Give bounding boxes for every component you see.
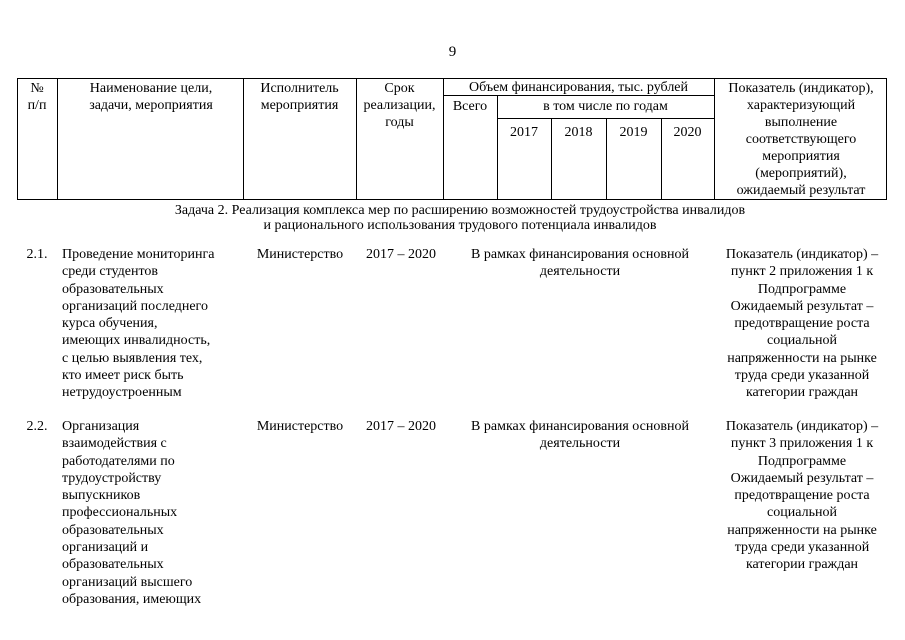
row-term: 2017 – 2020 [366, 419, 436, 434]
col-years-header: в том числе по годам [543, 99, 668, 114]
row-executor: Министерство [256, 247, 344, 262]
row-number: 2.2. [26, 419, 48, 434]
year-2020: 2020 [673, 125, 702, 140]
col-divider [443, 78, 444, 200]
row-funding: В рамках финансирования основной деятельности [471, 247, 689, 280]
row-term: 2017 – 2020 [366, 247, 436, 262]
row-name: Организация взаимодействия с работодателями по трудоустройству выпускников профессиональных образовательных организаций и образовательных организаций высшего образования, имеющих [62, 419, 202, 607]
task-title-line2: и рационального использования трудового потенциала инвалидов [263, 218, 657, 233]
row-indicator: Показатель (индикатор) – пункт 3 приложения 1 к Подпрограмме Ожидаемый результат – предотвращение роста социальной напряженности на рынке труда среди указанной категории граждан [725, 419, 879, 573]
row-funding: В рамках финансирования основной деятельности [471, 419, 689, 452]
col-num-header [17, 80, 57, 114]
task-title-line1: Задача 2. Реализация комплекса мер по расширению возможностей трудоустройства инвалидов [174, 203, 746, 218]
col-total-header: Всего [452, 99, 488, 114]
col-divider [356, 78, 357, 200]
row-executor: Министерство [256, 419, 344, 434]
task-title [60, 203, 860, 233]
col-name-header: Наименование цели, задачи, мероприятия [89, 81, 213, 113]
col-divider [243, 78, 244, 200]
col-indicator-header: Показатель (индикатор), характеризующий выполнение соответствующего мероприятия (мероприятий), ожидаемый результат [728, 81, 874, 198]
row-divider [497, 118, 714, 119]
col-divider [57, 78, 58, 200]
col-term-header: Срок реализации, годы [363, 81, 436, 130]
year-2018: 2018 [564, 125, 593, 140]
row-indicator: Показатель (индикатор) – пункт 2 приложения 1 к Подпрограмме Ожидаемый результат – предотвращение роста социальной напряженности на рынке труда среди указанной категории граждан [725, 247, 879, 401]
col-executor-header: Исполнитель мероприятия [260, 81, 339, 113]
page-number: 9 [448, 44, 457, 60]
num-sign: № [30, 81, 44, 96]
row-name: Проведение мониторинга среди студентов образовательных организаций последнего курса обучения, имеющих инвалидность, с целью выявления тех, кто имеет риск быть нетрудоустроенным [62, 247, 215, 401]
col-funding-header: Объем финансирования, тыс. рублей [468, 80, 689, 95]
year-2017: 2017 [510, 125, 538, 140]
year-2019: 2019 [619, 125, 648, 140]
num-abbr: п/п [27, 98, 47, 113]
col-divider [714, 78, 715, 200]
row-number: 2.1. [26, 247, 48, 262]
